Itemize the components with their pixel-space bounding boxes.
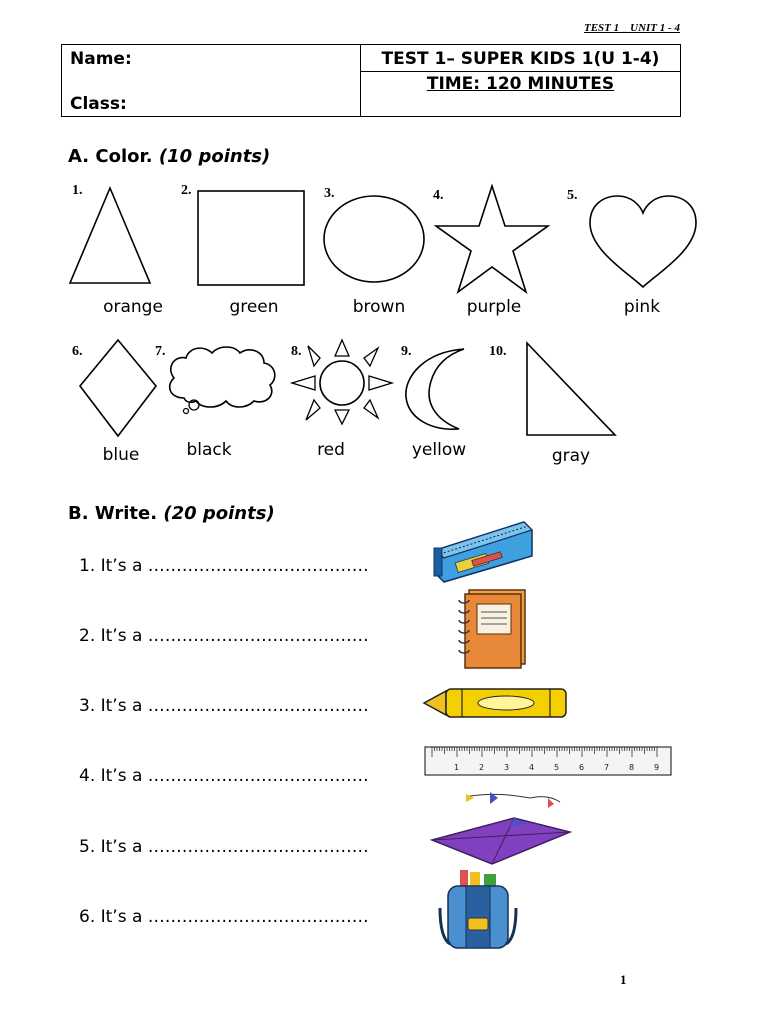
shape-number: 8. bbox=[291, 344, 302, 359]
heart-icon bbox=[588, 195, 698, 289]
shape-label: black bbox=[186, 440, 232, 460]
write-line: 3. It’s a ………………………………… bbox=[79, 696, 369, 716]
name-class-cell bbox=[62, 45, 361, 117]
backpack-icon bbox=[438, 868, 518, 952]
header-table bbox=[61, 44, 681, 117]
ruler-tick-label: 1 bbox=[454, 763, 460, 772]
write-line: 6. It’s a ………………………………… bbox=[79, 907, 369, 927]
crayon-icon bbox=[422, 686, 572, 720]
right-triangle-icon bbox=[525, 341, 617, 437]
shape-number: 6. bbox=[72, 344, 83, 359]
ruler-tick-label: 3 bbox=[504, 763, 510, 772]
ruler-tick-label: 5 bbox=[554, 763, 560, 772]
shape-label: purple bbox=[466, 297, 522, 317]
shape-number: 7. bbox=[155, 344, 166, 359]
test-title: TEST 1– SUPER KIDS 1(U 1-4) bbox=[361, 45, 680, 72]
ruler-tick-label: 4 bbox=[529, 763, 535, 772]
ruler-tick-label: 8 bbox=[629, 763, 635, 772]
ruler-tick-label: 2 bbox=[479, 763, 485, 772]
pencil-case-icon bbox=[432, 516, 536, 584]
shape-number: 10. bbox=[489, 344, 507, 359]
shape-label: pink bbox=[623, 297, 661, 317]
shape-label: green bbox=[229, 297, 279, 317]
shape-number: 5. bbox=[567, 188, 578, 203]
running-head: TEST 1 _ UNIT 1 - 4 bbox=[584, 22, 680, 34]
diamond-icon bbox=[78, 338, 158, 438]
write-line: 4. It’s a ………………………………… bbox=[79, 766, 369, 786]
section-b-heading bbox=[68, 503, 275, 524]
write-line: 2. It’s a ………………………………… bbox=[79, 626, 369, 646]
shape-label: yellow bbox=[411, 440, 467, 460]
shape-label: gray bbox=[551, 446, 591, 466]
shape-label: brown bbox=[352, 297, 406, 317]
moon-icon bbox=[404, 347, 468, 433]
triangle-icon bbox=[68, 186, 152, 286]
write-line: 5. It’s a ………………………………… bbox=[79, 837, 369, 857]
section-a-points: (10 points) bbox=[158, 146, 271, 167]
shape-number: 2. bbox=[181, 183, 192, 198]
section-b-points: (20 points) bbox=[163, 503, 275, 524]
shape-number: 4. bbox=[433, 188, 444, 203]
shape-number: 9. bbox=[401, 344, 412, 359]
square-icon bbox=[197, 190, 305, 286]
class-label: Class: bbox=[70, 94, 127, 114]
write-line: 1. It’s a ………………………………… bbox=[79, 556, 369, 576]
circle-icon bbox=[322, 194, 426, 284]
star-icon bbox=[434, 184, 550, 294]
sun-icon bbox=[290, 338, 394, 424]
page-number: 1 bbox=[620, 972, 627, 987]
notebook-icon bbox=[455, 586, 531, 670]
kite-icon bbox=[430, 788, 576, 866]
shape-label: orange bbox=[103, 297, 163, 317]
section-a-heading bbox=[68, 146, 270, 167]
ruler-tick-label: 7 bbox=[604, 763, 610, 772]
name-label: Name: bbox=[70, 49, 132, 69]
shape-label: red bbox=[317, 440, 345, 460]
ruler-tick-label: 6 bbox=[579, 763, 585, 772]
ruler-tick-label: 9 bbox=[654, 763, 660, 772]
shape-number: 1. bbox=[72, 183, 83, 198]
section-b-title: B. Write. bbox=[68, 503, 158, 524]
section-a-title: A. Color. bbox=[68, 146, 153, 167]
shape-label: blue bbox=[102, 445, 140, 465]
title-cell bbox=[361, 45, 681, 117]
ruler-icon bbox=[424, 746, 672, 776]
test-time: TIME: 120 MINUTES bbox=[426, 74, 615, 94]
shape-number: 3. bbox=[324, 186, 335, 201]
cloud-icon bbox=[164, 343, 279, 415]
